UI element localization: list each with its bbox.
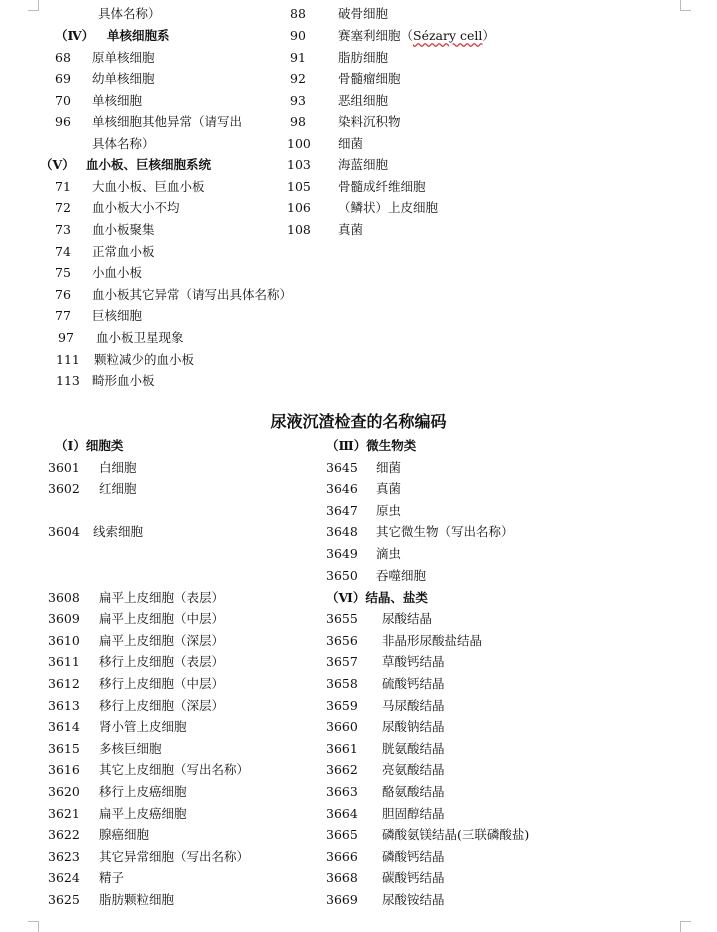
urine-code: 3664 (326, 806, 358, 821)
urine-code: 3616 (48, 762, 80, 777)
urine-label: 细菌 (376, 460, 402, 475)
top-right-code: 98 (290, 114, 306, 129)
urine-label: 胱氨酸结晶 (382, 741, 445, 756)
top-right-code: 88 (290, 6, 306, 21)
top-right-label-text: 赛塞利细胞（ (338, 28, 414, 43)
urine-code: 3621 (48, 806, 80, 821)
top-right-code: 105 (287, 179, 311, 194)
closing-paren: ） (482, 28, 495, 43)
top-right-code: 93 (290, 93, 306, 108)
urine-code: 3646 (326, 481, 358, 496)
top-left-label: 颗粒减少的血小板 (94, 352, 195, 367)
urine-code: 3604 (48, 524, 80, 539)
top-left-label: 幼单核细胞 (92, 71, 155, 86)
urine-label: 非晶形尿酸盐结晶 (382, 633, 483, 648)
top-left-label: 小血小板 (92, 265, 143, 280)
page-corner-mark-br (680, 921, 691, 932)
top-left-code: 97 (58, 330, 74, 345)
urine-code: 3645 (326, 460, 358, 475)
urine-code: 3665 (326, 827, 358, 842)
top-right-label (338, 114, 401, 130)
urine-label: 肾小管上皮细胞 (99, 719, 187, 734)
top-right-label-text: （鳞状）上皮细胞 (338, 200, 439, 215)
top-right-label-text: 真菌 (338, 222, 364, 237)
top-left-label: 原单核细胞 (92, 50, 155, 65)
top-right-label-text: 细菌 (338, 136, 364, 151)
urine-label: 原虫 (376, 503, 402, 518)
urine-label: 脂肪颗粒细胞 (99, 892, 175, 907)
urine-code: 3608 (48, 590, 80, 605)
top-right-label (338, 200, 438, 216)
top-right-label-text: 染料沉积物 (338, 114, 401, 129)
top-right-label (338, 6, 388, 22)
page-corner-mark-tr (680, 0, 691, 11)
top-left-code: 70 (55, 93, 71, 108)
top-right-label-text: 脂肪细胞 (338, 50, 389, 65)
urine-code: 3612 (48, 676, 80, 691)
urine-label: 红细胞 (99, 481, 137, 496)
urine-label: 扁平上皮细胞（表层） (99, 590, 225, 605)
urine-label: 磷酸钙结晶 (382, 849, 445, 864)
top-right-code: 103 (287, 157, 311, 172)
top-right-label (338, 179, 426, 195)
urine-code: 3622 (48, 827, 80, 842)
urine-label: 其它上皮细胞（写出名称） (99, 762, 250, 777)
top-left-label: 血小板大小不均 (92, 200, 180, 215)
section-header-cells: （Ⅰ）细胞类 (55, 438, 124, 453)
section-header: （Ⅵ）结晶、盐类 (326, 590, 428, 605)
top-left-code: 77 (55, 308, 71, 323)
urine-label: 扁平上皮细胞（中层） (99, 611, 225, 626)
urine-code: 3625 (48, 892, 80, 907)
section-title: 尿液沉渣检查的名称编码 (270, 412, 447, 431)
top-left-code: （Ⅴ） (40, 157, 75, 172)
top-left-code: 69 (55, 71, 71, 86)
urine-code: 3614 (48, 719, 80, 734)
urine-label: 胆固醇结晶 (382, 806, 445, 821)
top-left-label: 血小板卫星现象 (96, 330, 184, 345)
urine-code: 3620 (48, 784, 80, 799)
top-left-code: 72 (55, 200, 71, 215)
sezary-term: Sézary cell (413, 28, 483, 43)
urine-code: 3610 (48, 633, 80, 648)
urine-label: 尿酸结晶 (382, 611, 433, 626)
urine-label: 酪氨酸结晶 (382, 784, 445, 799)
top-right-label-text: 破骨细胞 (338, 6, 389, 21)
urine-label: 扁平上皮细胞（深层） (99, 633, 225, 648)
top-left-label: 具体名称） (98, 6, 161, 21)
urine-code: 3660 (326, 719, 358, 734)
urine-label: 尿酸钠结晶 (382, 719, 445, 734)
top-right-label (338, 50, 388, 66)
top-left-label: 大血小板、巨血小板 (92, 179, 205, 194)
urine-code: 3656 (326, 633, 358, 648)
top-left-code: 76 (55, 287, 71, 302)
urine-code: 3624 (48, 870, 80, 885)
urine-code: 3602 (48, 481, 80, 496)
urine-label: 硫酸钙结晶 (382, 676, 445, 691)
top-left-code: 111 (56, 352, 80, 367)
urine-code: 3663 (326, 784, 358, 799)
urine-code: 3668 (326, 870, 358, 885)
urine-label: 尿酸铵结晶 (382, 892, 445, 907)
urine-label: 吞噬细胞 (376, 568, 427, 583)
urine-label: 移行上皮细胞（表层） (99, 654, 225, 669)
urine-label: 多核巨细胞 (99, 741, 162, 756)
urine-label: 亮氨酸结晶 (382, 762, 445, 777)
top-left-code: 74 (55, 244, 71, 259)
top-right-code: 92 (290, 71, 306, 86)
top-left-label: 具体名称） (92, 136, 155, 151)
urine-label: 碳酸钙结晶 (382, 870, 445, 885)
urine-label: 草酸钙结晶 (382, 654, 445, 669)
urine-code: 3609 (48, 611, 80, 626)
urine-label: 线索细胞 (93, 524, 144, 539)
page-corner-mark-bl (28, 921, 39, 932)
urine-label: 真菌 (376, 481, 402, 496)
urine-label: 扁平上皮癌细胞 (99, 806, 187, 821)
urine-code: 3649 (326, 546, 358, 561)
top-left-label: 血小板、巨核细胞系统 (86, 157, 212, 172)
urine-label: 腺癌细胞 (99, 827, 150, 842)
top-right-code: 108 (287, 222, 311, 237)
urine-label: 移行上皮细胞（深层） (99, 698, 225, 713)
top-right-code: 100 (287, 136, 311, 151)
urine-code: 3650 (326, 568, 358, 583)
top-left-label: 血小板聚集 (92, 222, 155, 237)
top-left-code: 96 (55, 114, 71, 129)
urine-code: 3601 (48, 460, 80, 475)
urine-code: 3657 (326, 654, 358, 669)
top-right-code: 91 (290, 50, 306, 65)
top-right-label-text: 骨髓成纤维细胞 (338, 179, 426, 194)
urine-label: 马尿酸结晶 (382, 698, 445, 713)
urine-code: 3661 (326, 741, 358, 756)
urine-label: 滴虫 (376, 546, 402, 561)
top-left-code: （Ⅳ） (55, 28, 95, 43)
urine-code: 3659 (326, 698, 358, 713)
top-left-code: 75 (55, 265, 71, 280)
urine-label: 磷酸氨镁结晶(三联磷酸盐) (382, 827, 530, 842)
top-left-code: 73 (55, 222, 71, 237)
top-right-label (338, 71, 401, 87)
top-right-label (338, 28, 495, 44)
top-right-label (338, 157, 388, 173)
urine-code: 3611 (48, 654, 80, 669)
urine-code: 3648 (326, 524, 358, 539)
urine-code: 3623 (48, 849, 80, 864)
top-left-code: 71 (55, 179, 71, 194)
top-left-label: 畸形血小板 (92, 373, 155, 388)
top-right-code: 90 (290, 28, 306, 43)
top-left-code: 113 (56, 373, 80, 388)
top-right-label (338, 222, 363, 238)
top-right-label (338, 136, 363, 152)
urine-label: 精子 (99, 870, 125, 885)
urine-code: 3658 (326, 676, 358, 691)
top-right-label-text: 海蓝细胞 (338, 157, 389, 172)
top-right-code: 106 (287, 200, 311, 215)
top-right-label (338, 93, 388, 109)
top-right-label-text: 恶组细胞 (338, 93, 389, 108)
section-header: （Ⅲ）微生物类 (326, 438, 417, 453)
urine-code: 3613 (48, 698, 80, 713)
top-left-label: 巨核细胞 (92, 308, 143, 323)
top-left-label: 正常血小板 (92, 244, 155, 259)
urine-code: 3666 (326, 849, 358, 864)
page-corner-mark-tl (28, 0, 39, 11)
urine-label: 其它微生物（写出名称） (376, 524, 514, 539)
top-left-label: 单核细胞系 (107, 28, 170, 43)
urine-code: 3655 (326, 611, 358, 626)
urine-code: 3647 (326, 503, 358, 518)
urine-label: 白细胞 (99, 460, 137, 475)
urine-code: 3662 (326, 762, 358, 777)
urine-label: 移行上皮癌细胞 (99, 784, 187, 799)
urine-label: 其它异常细胞（写出名称） (99, 849, 250, 864)
urine-code: 3615 (48, 741, 80, 756)
top-right-label-text: 骨髓瘤细胞 (338, 71, 401, 86)
urine-label: 移行上皮细胞（中层） (99, 676, 225, 691)
top-left-label: 单核细胞 (92, 93, 143, 108)
top-left-code: 68 (55, 50, 71, 65)
top-left-label: 单核细胞其他异常（请写出 (92, 114, 243, 129)
urine-code: 3669 (326, 892, 358, 907)
top-left-label: 血小板其它异常（请写出具体名称） (92, 287, 293, 302)
